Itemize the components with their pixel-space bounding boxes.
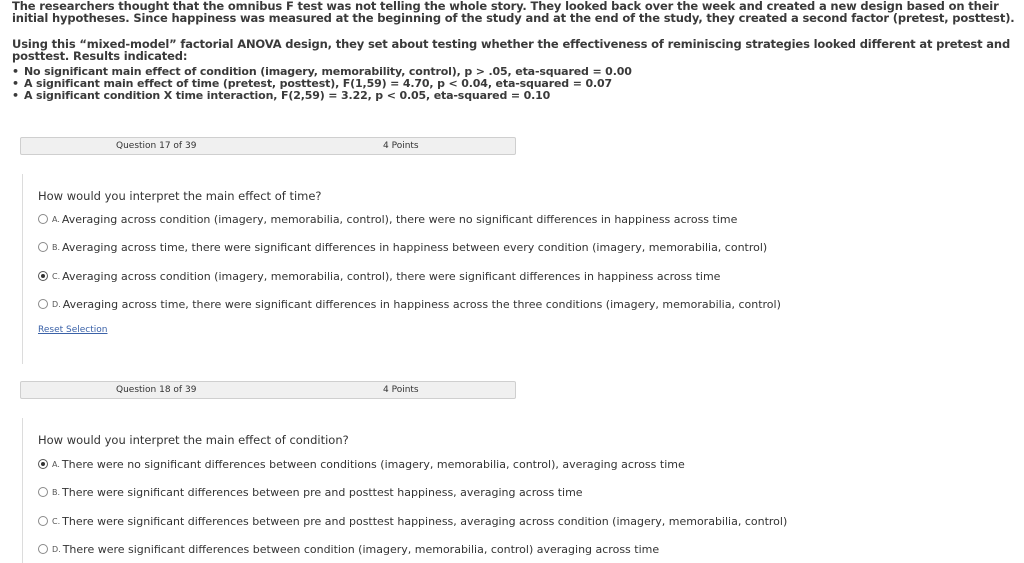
radio-button[interactable] <box>38 487 48 497</box>
results-list-item: • A significant main effect of time (pretest, posttest), F(1,59) = 4.70, p < 0.04, eta-squared = 0.07 <box>12 78 1017 90</box>
answer-option-b[interactable] <box>38 484 583 500</box>
results-list-item: • A significant condition X time interaction, F(2,59) = 3.22, p < 0.05, eta-squared = 0.10 <box>12 90 1017 102</box>
results-list-item: • No significant main effect of condition (imagery, memorability, control), p > .05, eta-squared = 0.00 <box>12 66 1017 78</box>
question-points: 4 Points <box>383 385 419 395</box>
option-text: There were no significant differences between conditions (imagery, memorabilia, control), averaging across time <box>61 457 685 471</box>
intro-paragraph: The researchers thought that the omnibus F test was not telling the whole story. They looked back over the week and created a new design based on their initial hypotheses. Since happiness was measured at the beginning of the study and at the end of the study, they created a second factor (pretest, posttest). <box>12 0 1015 25</box>
question-header <box>20 381 516 399</box>
option-letter: A. <box>52 459 60 469</box>
option-text: There were significant differences between pre and posttest happiness, averaging across condition (imagery, memorabilia, control) <box>62 514 788 528</box>
radio-button-selected[interactable] <box>38 271 48 281</box>
question-intro <box>12 0 1017 102</box>
question-text: How would you interpret the main effect of time? <box>38 189 322 203</box>
question-body <box>22 418 1013 563</box>
question-number: Question 18 of 39 <box>116 385 197 395</box>
question-number: Question 17 of 39 <box>116 141 197 151</box>
option-text: Averaging across time, there were significant differences in happiness across the three conditions (imagery, memorabilia, control) <box>62 297 781 311</box>
results-list <box>12 66 1017 102</box>
option-text: There were significant differences between condition (imagery, memorabilia, control) averaging across time <box>62 542 660 556</box>
radio-button-selected[interactable] <box>38 459 48 469</box>
option-letter: A. <box>52 214 60 224</box>
option-letter: D. <box>52 299 61 309</box>
option-letter: C. <box>52 271 61 281</box>
option-letter: B. <box>52 242 61 252</box>
answer-option-c[interactable] <box>38 268 720 284</box>
reset-selection-link[interactable]: Reset Selection <box>38 325 108 335</box>
answer-option-a[interactable] <box>38 456 685 472</box>
question-header <box>20 137 516 155</box>
radio-button[interactable] <box>38 214 48 224</box>
answer-option-a[interactable] <box>38 211 737 227</box>
option-letter: C. <box>52 516 61 526</box>
option-text: Averaging across condition (imagery, memorabilia, control), there were significant differences in happiness across time <box>62 269 721 283</box>
answer-option-d[interactable] <box>38 296 781 312</box>
option-text: Averaging across condition (imagery, memorabilia, control), there were no significant differences in happiness across time <box>61 212 738 226</box>
answer-option-d[interactable] <box>38 541 659 557</box>
question-body <box>22 174 1013 364</box>
radio-button[interactable] <box>38 516 48 526</box>
option-letter: B. <box>52 487 61 497</box>
option-letter: D. <box>52 544 61 554</box>
intro-paragraph: Using this “mixed-model” factorial ANOVA design, they set about testing whether the effectiveness of reminiscing strategies looked different at pretest and posttest. Results indicated: <box>12 37 1011 63</box>
answer-option-b[interactable] <box>38 239 767 255</box>
answer-option-c[interactable] <box>38 513 787 529</box>
question-text: How would you interpret the main effect of condition? <box>38 433 349 447</box>
option-text: There were significant differences between pre and posttest happiness, averaging across time <box>62 485 583 499</box>
radio-button[interactable] <box>38 242 48 252</box>
radio-button[interactable] <box>38 299 48 309</box>
radio-button[interactable] <box>38 544 48 554</box>
option-text: Averaging across time, there were significant differences in happiness between every condition (imagery, memorabilia, control) <box>62 240 768 254</box>
question-points: 4 Points <box>383 141 419 151</box>
